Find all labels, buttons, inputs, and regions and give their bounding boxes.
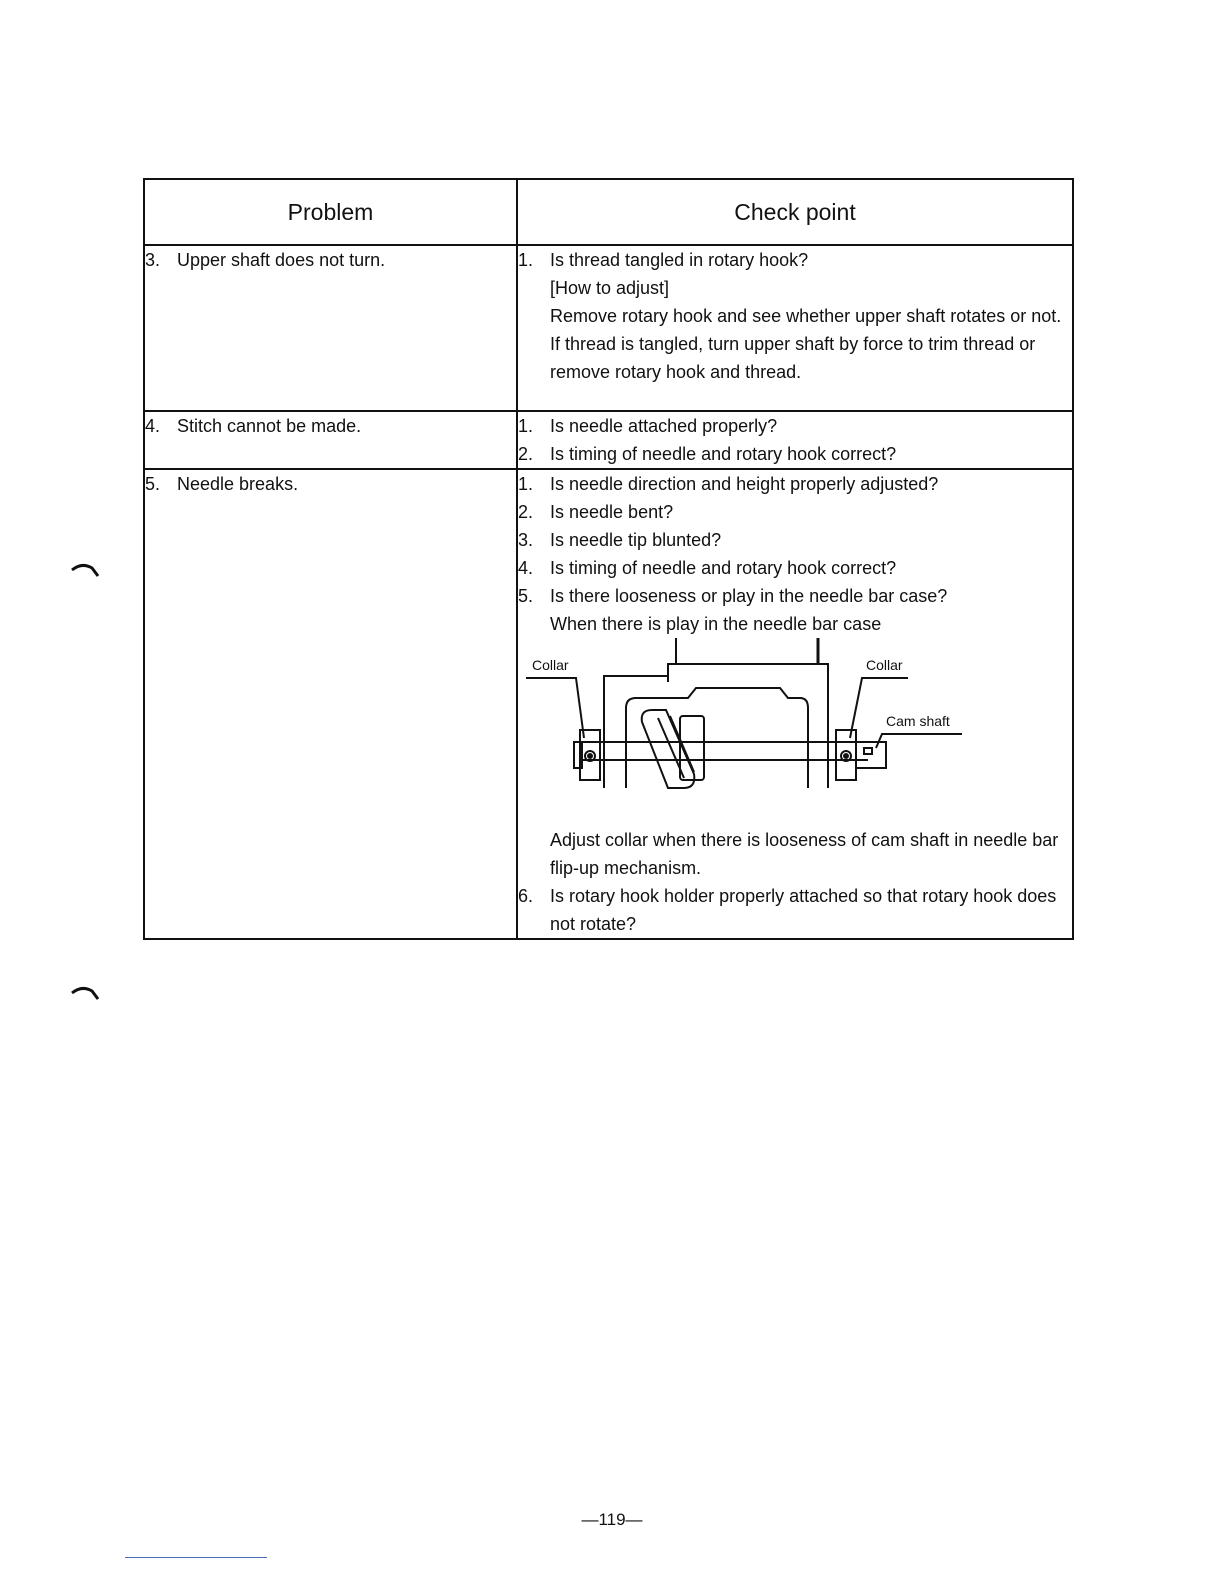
item-text: Is rotary hook holder properly attached so that rotary hook does not rotate?	[550, 886, 1057, 934]
item-text: Is timing of needle and rotary hook correct?	[550, 444, 897, 464]
table-row	[144, 245, 1073, 411]
housing-outline	[626, 688, 808, 788]
item-number: 1.	[518, 474, 534, 494]
bottom-rule	[125, 1557, 267, 1558]
item-text: Is there looseness or play in the needle bar case?	[550, 586, 948, 606]
problem-number: 5.	[145, 474, 161, 494]
table-row	[144, 411, 1073, 469]
adjust-line: Remove rotary hook and see whether upper shaft rotates or not.	[550, 306, 1062, 326]
item-text: Is timing of needle and rotary hook correct?	[550, 558, 897, 578]
collar-diagram	[518, 638, 1072, 826]
table-header-row	[144, 179, 1073, 245]
item-text: Is needle direction and height properly adjusted?	[550, 474, 939, 494]
problem-text: Needle breaks.	[177, 474, 299, 494]
collar-left-leader	[526, 678, 584, 738]
problem-text: Upper shaft does not turn.	[177, 250, 386, 270]
item-text: Is needle attached properly?	[550, 416, 778, 436]
adjust-note: Adjust collar when there is looseness of cam shaft in needle bar flip-up mechanism.	[550, 830, 1059, 878]
label-collar-left: Collar	[532, 657, 569, 673]
problem-number: 3.	[145, 250, 161, 270]
item-text: Is needle bent?	[550, 502, 674, 522]
needle-bar-case-illustration	[518, 638, 978, 826]
check-point-cell	[517, 245, 1073, 411]
problem-cell	[144, 245, 517, 411]
scan-mark	[70, 985, 100, 1001]
page-number: —119—	[581, 1510, 643, 1529]
label-cam-shaft: Cam shaft	[886, 713, 950, 729]
problem-cell	[144, 469, 517, 939]
problem-cell	[144, 411, 517, 469]
label-collar-right: Collar	[866, 657, 903, 673]
scan-mark	[70, 562, 100, 578]
item-number: 5.	[518, 586, 534, 606]
list-item	[518, 498, 1072, 526]
cam-shape	[642, 710, 695, 788]
list-item	[518, 526, 1072, 554]
frame-outline	[604, 676, 668, 788]
item-number: 1.	[518, 250, 534, 270]
list-item	[518, 470, 1072, 498]
problem-number: 4.	[145, 416, 161, 436]
item-number: 1.	[518, 416, 534, 436]
table-row	[144, 469, 1073, 939]
header-check-point: Check point	[517, 179, 1073, 245]
collar-right-leader	[850, 678, 908, 738]
item-number: 3.	[518, 530, 534, 550]
list-item	[518, 440, 1072, 468]
list-item	[518, 582, 1072, 610]
list-item	[518, 554, 1072, 582]
list-item	[518, 246, 1072, 274]
troubleshooting-table	[143, 178, 1074, 940]
cam-shaft-leader	[876, 734, 962, 748]
header-problem: Problem	[144, 179, 517, 245]
list-item	[518, 882, 1072, 938]
check-point-cell	[517, 469, 1073, 939]
item-number: 4.	[518, 558, 534, 578]
item-text: Is thread tangled in rotary hook?	[550, 250, 809, 270]
item-number: 6.	[518, 886, 534, 906]
problem-text: Stitch cannot be made.	[177, 416, 362, 436]
how-to-adjust-heading: [How to adjust]	[550, 278, 670, 298]
list-item	[518, 412, 1072, 440]
item-number: 2.	[518, 444, 534, 464]
item-text: Is needle tip blunted?	[550, 530, 722, 550]
play-caption: When there is play in the needle bar case	[550, 614, 882, 634]
adjust-line: If thread is tangled, turn upper shaft by force to trim thread or remove rotary hook and thread.	[550, 334, 1036, 382]
check-point-cell	[517, 411, 1073, 469]
item-number: 2.	[518, 502, 534, 522]
